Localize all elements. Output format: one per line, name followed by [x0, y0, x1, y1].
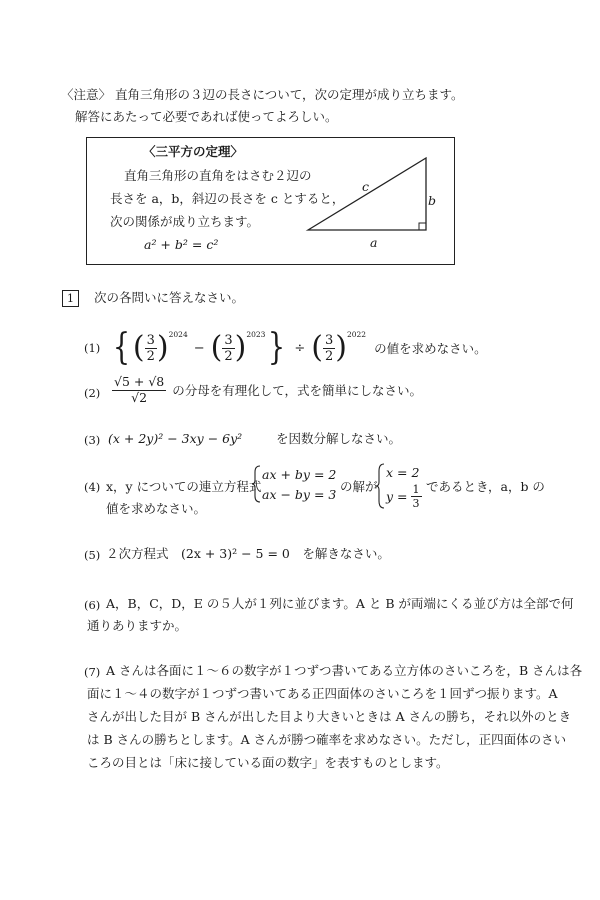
- note-line-1: 〈注意〉 直角三角形の３辺の長さについて，次の定理が成り立ちます。: [61, 87, 464, 102]
- q1-frac3-den: 2: [324, 348, 334, 364]
- q3-text: を因数分解しなさい。: [276, 431, 402, 446]
- q1-divide: ÷: [294, 340, 306, 356]
- q5-number: (5): [84, 548, 101, 562]
- q4-system-brace: [252, 464, 262, 504]
- pythagorean-formula: a² + b² = c²: [144, 237, 219, 252]
- q6-line-1: A，B，C，D，E の５人が１列に並びます。A と B が両端にくる並び方は全部で何: [106, 596, 574, 611]
- q4-text-d: 値を求めなさい。: [106, 501, 207, 516]
- q1-exponent-2024: 2024: [168, 330, 188, 339]
- q4-solution-brace: [376, 462, 386, 510]
- q7-line-2: 面に１～４の数字が１つずつ書いてある正四面体のさいころを１回ずつ振ります。A: [87, 686, 558, 701]
- q1-number: (1): [84, 341, 101, 355]
- q4-solution-y-den: 3: [412, 497, 420, 510]
- q7-line-1: A さんは各面に１～６の数字が１つずつ書いてある立方体のさいころを，B さんは各: [106, 663, 583, 678]
- q4-text-b: の解が: [340, 479, 378, 494]
- q4-equation-2: ax − by = 3: [262, 487, 337, 502]
- q4-text-c: であるとき，a，b の: [426, 479, 545, 494]
- section-number-box: 1: [62, 290, 79, 307]
- theorem-title: 〈三平方の定理〉: [143, 144, 244, 159]
- label-side-b: b: [428, 193, 437, 208]
- right-angle-mark: [419, 223, 426, 230]
- theorem-line-3: 次の関係が成り立ちます。: [110, 214, 260, 229]
- label-side-a: a: [370, 235, 378, 250]
- q2-number: (2): [84, 386, 101, 400]
- q1-left-brace: {: [112, 327, 131, 368]
- q2-text: の分母を有理化して，式を簡単にしなさい。: [172, 383, 423, 398]
- label-hypotenuse-c: c: [362, 179, 370, 194]
- q1-right-brace: }: [268, 327, 286, 368]
- q2-denominator: √2: [131, 389, 148, 405]
- section-instruction: 次の各問いに答えなさい。: [94, 290, 245, 305]
- q1-frac2-den: 2: [224, 348, 233, 364]
- q1-frac3-num: 3: [324, 332, 334, 348]
- q1-expression: { ( $\frac{3}{2}$ ) $^{2024}$ − ( $\frac{3}{2}$ ) $^{2023}$ } ÷ ( $\frac{3}{2}$ ) $^{2022}$ の値を求めなさい。: [112, 327, 487, 368]
- q4-number: (4): [84, 480, 101, 494]
- q1-frac2-num: 3: [224, 332, 233, 348]
- q4-solution-y-prefix: y =: [386, 489, 408, 504]
- q3-expression: (x + 2y)² − 3xy − 6y²: [108, 431, 243, 446]
- q2-expression: [112, 376, 422, 404]
- q7-number: (7): [84, 665, 101, 679]
- q4-solution-x: x = 2: [386, 465, 420, 480]
- note-line-2: 解答にあたって必要であれば使ってよろしい。: [75, 109, 338, 124]
- theorem-line-2: 長さを a，b，斜辺の長さを c とすると，: [110, 191, 345, 206]
- q4-solution-y: [386, 484, 422, 509]
- q3-number: (3): [84, 433, 101, 447]
- q1-frac1-num: 3: [146, 332, 155, 348]
- q1-exponent-2023: 2023: [246, 330, 266, 339]
- q1-exponent-2022: 2022: [346, 330, 367, 339]
- right-triangle-diagram: [300, 150, 445, 240]
- q1-minus: −: [193, 340, 205, 356]
- q7-line-5: ころの目とは「床に接している面の数字」を表すものとします。: [87, 755, 449, 770]
- q4-solution-y-num: 1: [412, 483, 420, 496]
- q4-equation-1: ax + by = 2: [262, 467, 337, 482]
- q1-text: の値を求めなさい。: [374, 341, 487, 356]
- q7-line-3: さんが出した目が B さんが出した目より大きいときは A さんの勝ち，それ以外のとき: [87, 709, 572, 724]
- q1-frac1-den: 2: [146, 348, 155, 364]
- q2-numerator: √5 + √8: [114, 374, 165, 389]
- q6-number: (6): [84, 598, 101, 612]
- q5-text: ２次方程式 (2x + 3)² − 5 = 0 を解きなさい。: [106, 546, 390, 561]
- q4-text-a: x，y についての連立方程式: [106, 479, 262, 494]
- q6-line-2: 通りありますか。: [87, 618, 188, 633]
- q7-line-4: は B さんの勝ちとします。A さんが勝つ確率を求めなさい。ただし，正四面体のさい: [87, 732, 567, 747]
- theorem-line-1: 直角三角形の直角をはさむ２辺の: [124, 168, 312, 183]
